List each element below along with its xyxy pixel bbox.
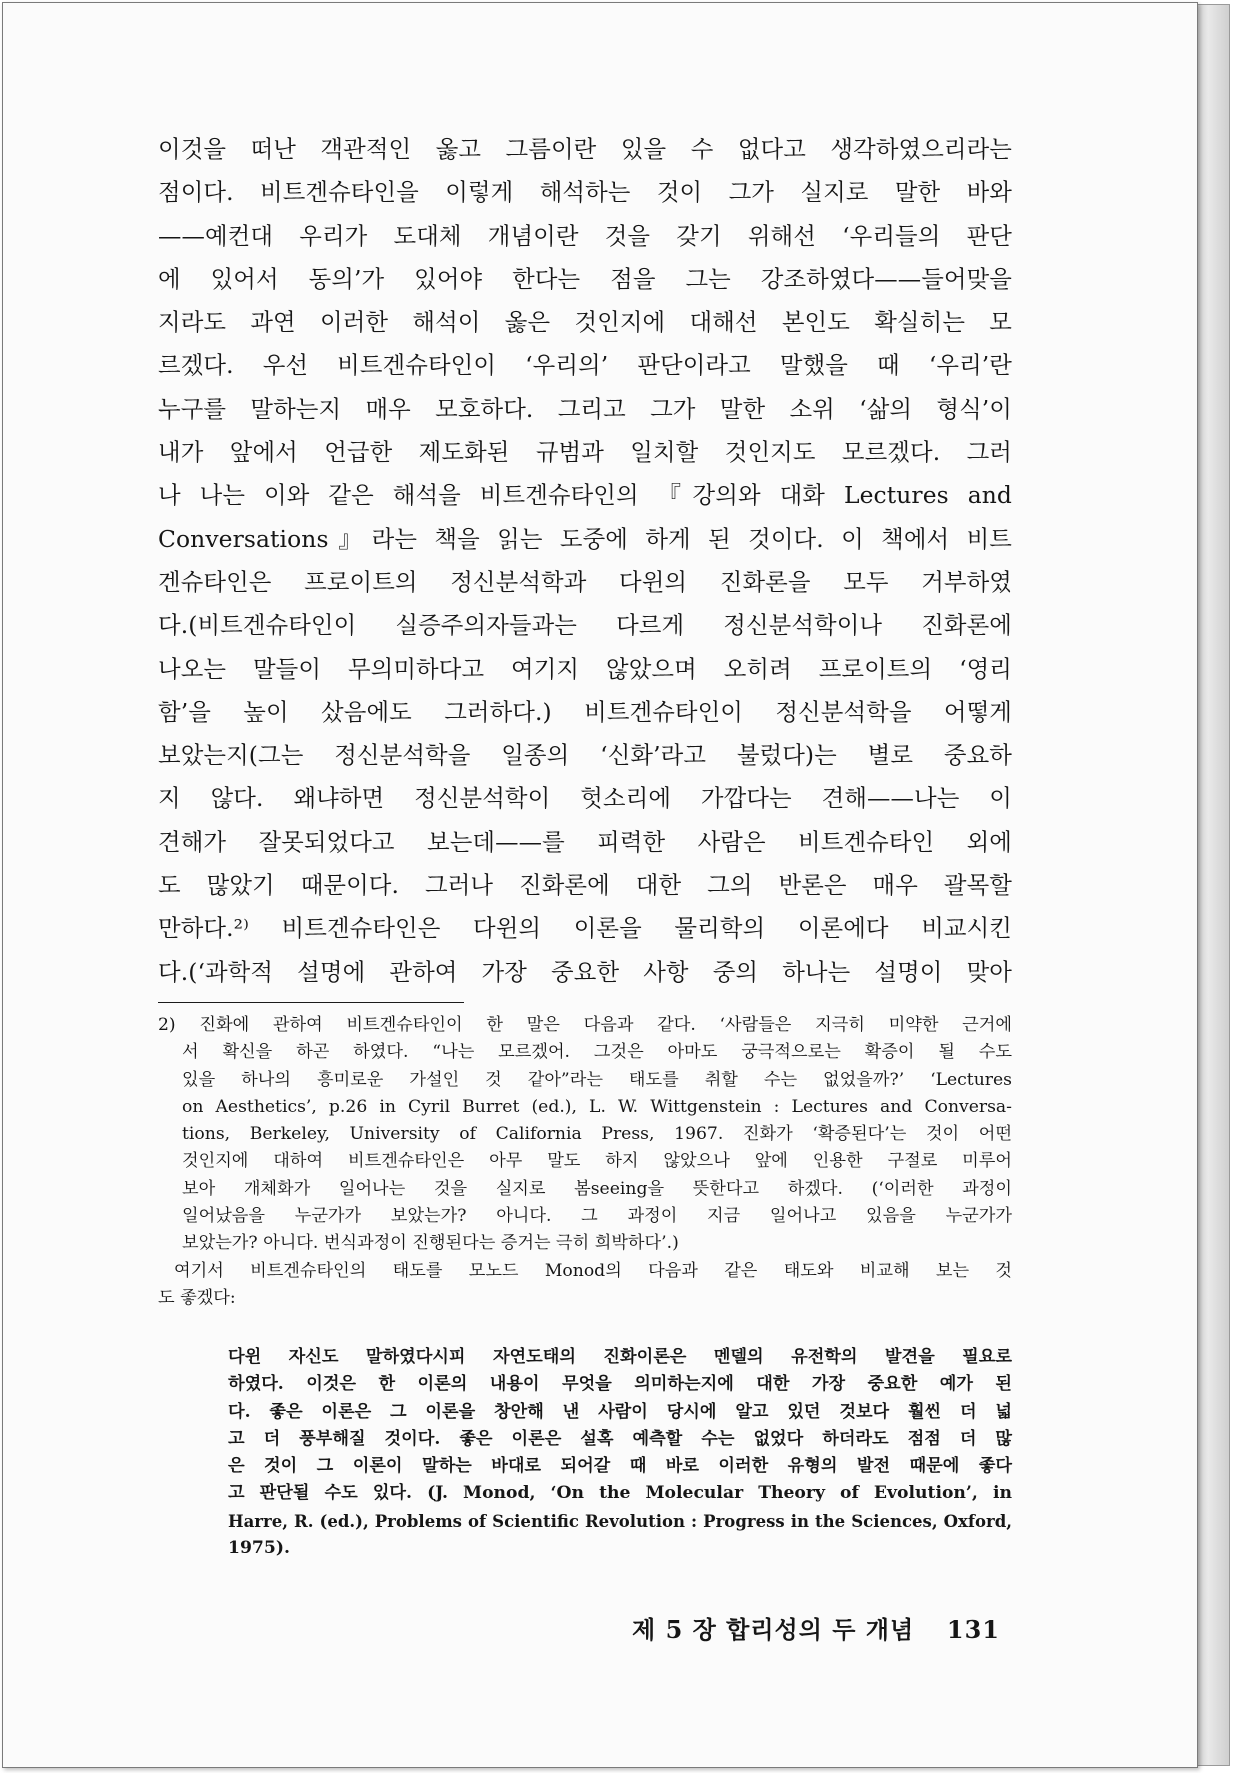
footnote-line: 서 확신을 하곤 하였다. “나는 모르겠어. 그것은 아마도 궁극적으로는 확증이 될 수도 [182, 1042, 1012, 1063]
text-line: 에 있어서 동의’가 있어야 한다는 점을 그는 강조하였다——들어맞을 [158, 264, 1012, 293]
quote-line: 고 더 풍부해질 것이다. 좋은 이론은 설혹 예측할 수는 없었다 하더라도 점점 더 많 [228, 1428, 1012, 1449]
chapter-title: 제 5 장 합리성의 두 개념 [632, 1615, 915, 1644]
text-line: 르겠다. 우선 비트겐슈타인이 ‘우리의’ 판단이라고 말했을 때 ‘우리’란 [158, 351, 1012, 380]
text-line: 다.(비트겐슈타인이 실증주의자들과는 다르게 정신분석학이나 진화론에 [158, 611, 1012, 640]
quote-line: 다윈 자신도 말하였다시피 자연도태의 진화이론은 멘델의 유전학의 발견을 필요로 [228, 1347, 1012, 1367]
text-line: 누구를 말하는지 매우 모호하다. 그리고 그가 말한 소위 ‘삶의 형식’이 [158, 394, 1012, 423]
quote-line: Harre, R. (ed.), Problems of Scientific Revolution : Progress in the Sciences, Oxford, [228, 1510, 1012, 1531]
quote-line: 은 것이 그 이론이 말하는 바대로 되어갈 때 바로 이러한 유형의 발전 때문에 좋다 [228, 1456, 1012, 1477]
footnote-line: 여기서 비트겐슈타인의 태도를 모노드 Monod의 다음과 같은 태도와 비교해 보는 것 [174, 1260, 1012, 1281]
footnote-separator [158, 1002, 464, 1003]
footnote-line: 것인지에 대하여 비트겐슈타인은 아무 말도 하지 않았으나 앞에 인용한 구절로 미루어 [182, 1151, 1012, 1172]
footnote-line: tions, Berkeley, University of California Press, 1967. 진화가 ‘확증된다’는 것이 어떤 [182, 1124, 1012, 1145]
page-number: 131 [946, 1615, 1000, 1644]
running-footer [600, 1610, 1000, 1645]
text-line: 지 않다. 왜냐하면 정신분석학이 헛소리에 가깝다는 견해——나는 이 [158, 784, 1012, 813]
footnote-line: 도 좋겠다: [158, 1287, 236, 1308]
text-line: Conversations』라는 책을 읽는 도중에 하게 된 것이다. 이 책에서 비트 [158, 524, 1012, 553]
footnote-line: 있을 하나의 흥미로운 가설인 것 같아”라는 태도를 취할 수는 없었을까?’ ‘Lectures [182, 1069, 1012, 1090]
text-line: 나 나는 이와 같은 해석을 비트겐슈타인의 『강의와 대화 Lectures and [158, 481, 1012, 510]
footnote-block [158, 1012, 1012, 1312]
text-line: ——예컨대 우리가 도대체 개념이란 것을 갖기 위해선 ‘우리들의 판단 [158, 221, 1012, 250]
text-line: 내가 앞에서 언급한 제도화된 규범과 일치할 것인지도 모르겠다. 그러 [158, 438, 1012, 467]
quote-line: 하였다. 이것은 한 이론의 내용이 무엇을 의미하는지에 대한 가장 중요한 예가 된 [228, 1374, 1012, 1395]
text-line: 점이다. 비트겐슈타인을 이렇게 해석하는 것이 그가 실지로 말한 바와 [158, 178, 1012, 207]
footnote-line: 일어났음을 누군가가 보았는가? 아니다. 그 과정이 지금 일어나고 있음을 누군가가 [182, 1206, 1012, 1227]
quote-line: 다. 좋은 이론은 그 이론을 창안해 낸 사람이 당시에 알고 있던 것보다 훨씬 더 넓 [228, 1401, 1012, 1422]
text-line: 만하다.²⁾ 비트겐슈타인은 다윈의 이론을 물리학의 이론에다 비교시킨 [158, 914, 1012, 943]
text-line: 이것을 떠난 객관적인 옳고 그름이란 있을 수 없다고 생각하였으리라는 [158, 135, 1012, 163]
text-line: 겐슈타인은 프로이트의 정신분석학과 다윈의 진화론을 모두 거부하였 [158, 567, 1012, 596]
text-line: 보았는지(그는 정신분석학을 일종의 ‘신화’라고 불렀다)는 별로 중요하 [158, 741, 1012, 770]
main-text-block [158, 128, 1012, 994]
text-line: 견해가 잘못되었다고 보는데——를 피력한 사람은 비트겐슈타인 외에 [158, 827, 1012, 856]
text-line: 나오는 말들이 무의미하다고 여기지 않았으며 오히려 프로이트의 ‘영리 [158, 654, 1012, 683]
quote-line: 고 판단될 수도 있다. (J. Monod, ‘On the Molecular Theory of Evolution’, in [228, 1483, 1012, 1504]
quote-line: 1975). [228, 1538, 290, 1559]
footnote-line: 보아 개체화가 일어나는 것을 실지로 봄seeing을 뜻한다고 하겠다. (‘이러한 과정이 [182, 1178, 1012, 1199]
text-line: 다.(‘과학적 설명에 관하여 가장 중요한 사항 중의 하나는 설명이 맞아 [158, 957, 1012, 986]
block-quote [228, 1344, 1012, 1562]
footnote-line: 2) 진화에 관하여 비트겐슈타인이 한 말은 다음과 같다. ‘사람들은 지극히 미약한 근거에 [158, 1015, 1012, 1035]
text-line: 도 많았기 때문이다. 그러나 진화론에 대한 그의 반론은 매우 괄목할 [158, 871, 1012, 900]
text-line: 함’을 높이 샀음에도 그러하다.) 비트겐슈타인이 정신분석학을 어떻게 [158, 697, 1012, 726]
footnote-line: 보았는가? 아니다. 번식과정이 진행된다는 증거는 극히 희박하다’.) [182, 1233, 679, 1254]
text-line: 지라도 과연 이러한 해석이 옳은 것인지에 대해선 본인도 확실히는 모 [158, 308, 1012, 337]
footnote-line: on Aesthetics’, p.26 in Cyril Burret (ed.), L. W. Wittgenstein : Lectures and Conversa- [182, 1096, 1012, 1117]
